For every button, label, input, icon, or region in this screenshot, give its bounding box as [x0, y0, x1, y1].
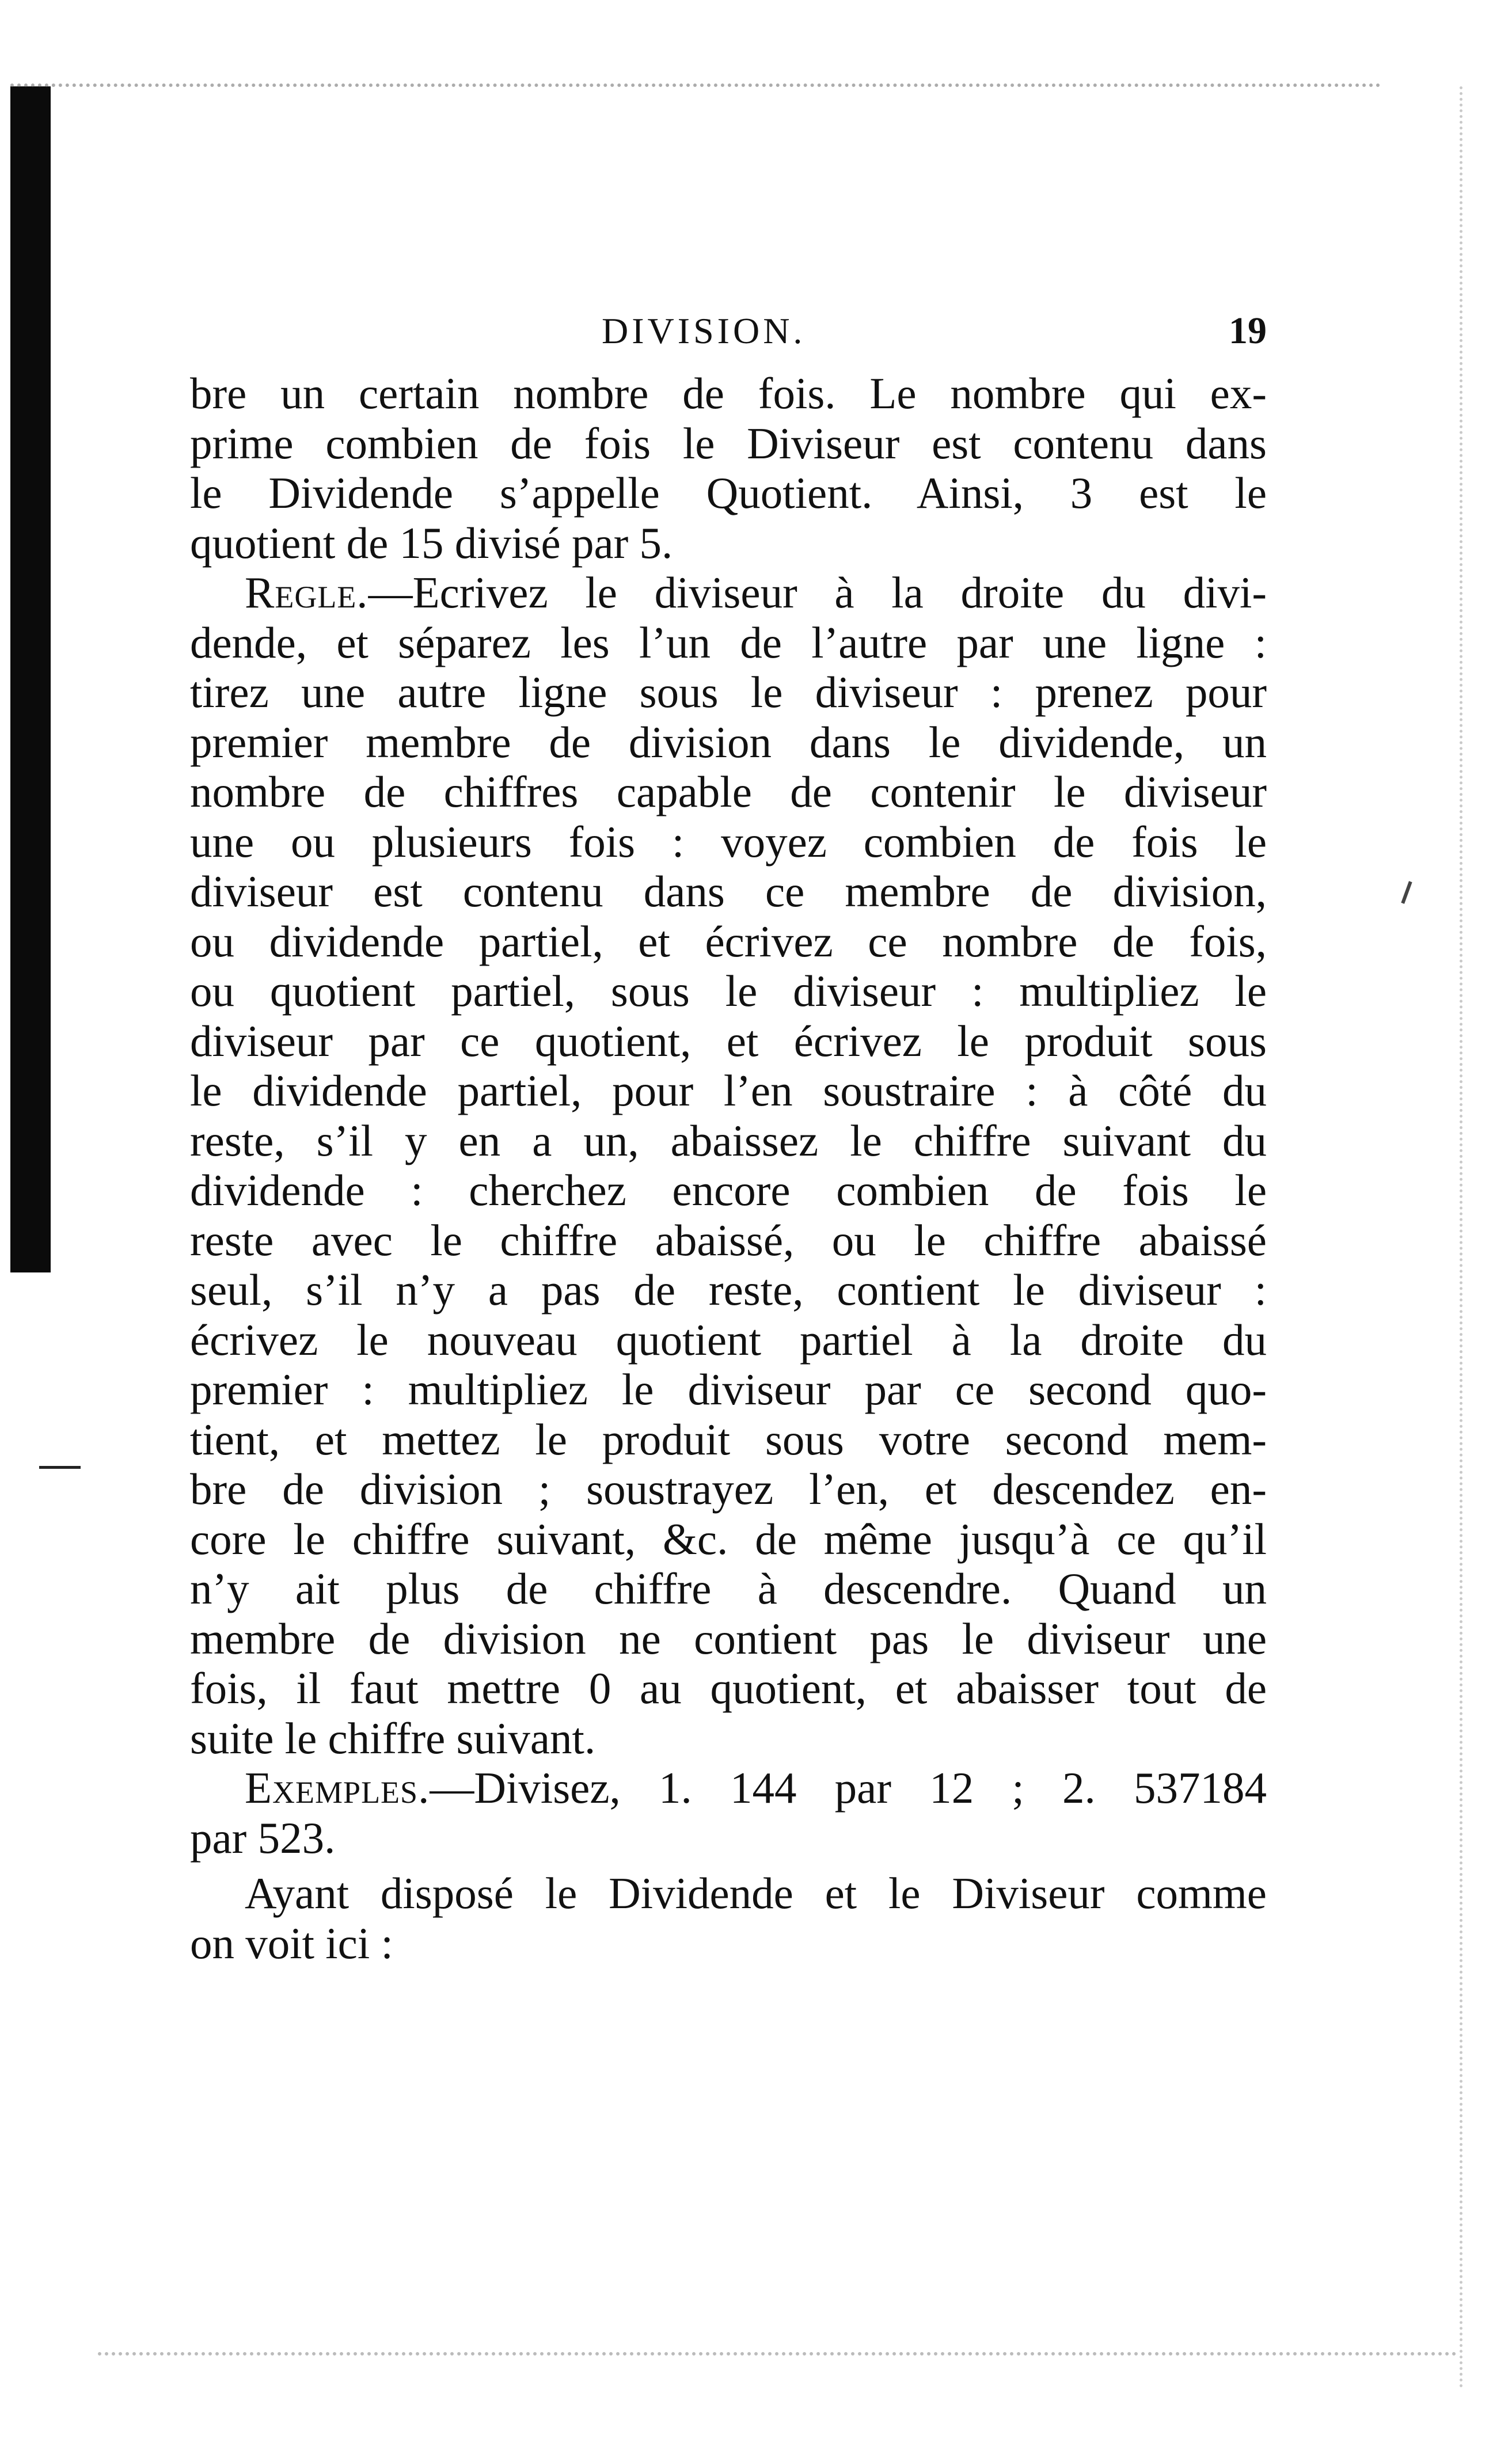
text-line: le Dividende s’appelle Quotient. Ainsi, 3 est le — [190, 468, 1267, 518]
running-title: DIVISION. — [602, 310, 806, 351]
examples-first-line — [190, 1763, 1267, 1813]
page-number: 19 — [1229, 310, 1267, 352]
text-line: dividende : cherchez encore combien de fois le — [190, 1165, 1267, 1215]
examples-label: Exemples. — [245, 1763, 430, 1813]
text-line: n’y ait plus de chiffre à descendre. Quand un — [190, 1564, 1267, 1613]
text-line: diviseur est contenu dans ce membre de division, — [190, 867, 1267, 916]
text-line: premier membre de division dans le dividende, un — [190, 717, 1267, 767]
margin-mark — [39, 1466, 81, 1469]
text-line: bre de division ; soustrayez l’en, et descendez en- — [190, 1464, 1267, 1514]
text-line: quotient de 15 divisé par 5. — [190, 518, 673, 568]
text-line: dende, et séparez les l’un de l’autre par une ligne : — [190, 617, 1267, 667]
text-line: premier : multipliez le diviseur par ce second quo- — [190, 1365, 1267, 1414]
text-line: diviseur par ce quotient, et écrivez le produit sous — [190, 1016, 1267, 1066]
paragraph-intro — [190, 368, 1267, 568]
text-line: nombre de chiffres capable de contenir le diviseur — [190, 767, 1267, 816]
text-line: Ayant disposé le Dividende et le Diviseur comme — [245, 1868, 1267, 1918]
margin-tick — [1401, 881, 1412, 904]
text-line: seul, s’il n’y a pas de reste, contient le diviseur : — [190, 1265, 1267, 1315]
text-line: prime combien de fois le Diviseur est contenu dans — [190, 418, 1267, 468]
rule-label: Regle. — [245, 568, 368, 617]
rule-first-line — [190, 568, 1267, 618]
paragraph-rule — [190, 568, 1267, 1763]
text-line: fois, il faut mettre 0 au quotient, et abaisser tout de — [190, 1663, 1267, 1713]
binding-shadow — [10, 86, 51, 1272]
page-bottom-edge — [98, 2352, 1457, 2356]
examples-first-text: —Divisez, 1. 144 par 12 ; 2. 537184 — [430, 1763, 1267, 1813]
text-line: écrivez le nouveau quotient partiel à la droite du — [190, 1315, 1267, 1365]
text-line: tient, et mettez le produit sous votre second mem- — [190, 1414, 1267, 1464]
page-right-edge — [1460, 86, 1462, 2389]
rule-first-text: —Ecrivez le diviseur à la droite du divi- — [368, 568, 1267, 617]
text-line: le dividende partiel, pour l’en soustraire : à côté du — [190, 1066, 1267, 1115]
page-top-edge — [10, 83, 1381, 87]
paragraph-gap — [190, 1863, 1267, 1868]
running-head — [190, 305, 1267, 357]
text-line: ou dividende partiel, et écrivez ce nombre de fois, — [190, 916, 1267, 966]
text-line: tirez une autre ligne sous le diviseur : prenez pour — [190, 667, 1267, 717]
text-line: membre de division ne contient pas le diviseur une — [190, 1613, 1267, 1663]
text-line: core le chiffre suivant, &c. de même jusqu’à ce qu’il — [190, 1514, 1267, 1564]
text-line: une ou plusieurs fois : voyez combien de fois le — [190, 816, 1267, 867]
text-line: par 523. — [190, 1813, 336, 1863]
text-line: ou quotient partiel, sous le diviseur : multipliez le — [190, 966, 1267, 1016]
paragraph-closing — [190, 1868, 1267, 1968]
paragraph-examples — [190, 1763, 1267, 1863]
text-line: suite le chiffre suivant. — [190, 1713, 596, 1763]
text-line: reste avec le chiffre abaissé, ou le chiffre abaissé — [190, 1215, 1267, 1265]
text-line: on voit ici : — [190, 1918, 393, 1968]
text-line: bre un certain nombre de fois. Le nombre qui ex- — [190, 368, 1267, 418]
page-text — [190, 368, 1267, 1968]
text-line: reste, s’il y en a un, abaissez le chiffre suivant du — [190, 1115, 1267, 1165]
